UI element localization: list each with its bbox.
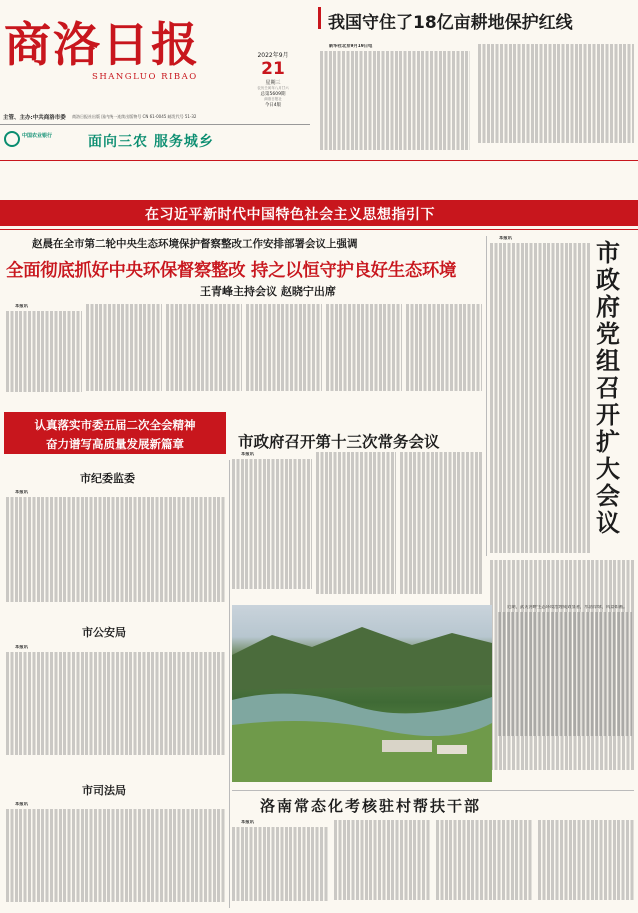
bottom-body-col3 (436, 820, 532, 908)
section-divider (232, 790, 634, 791)
date-block: 2022年9月 21 星期三 农历壬寅年八月廿六 总第5609期 商洛日报社 今日4版 (240, 50, 306, 120)
sidebar-section-1: 市纪委监委 (80, 472, 135, 485)
masthead-pinyin: SHANGLUO RIBAO (92, 72, 198, 82)
masthead-title: 商洛日报 (4, 18, 200, 73)
lead-headline: 全面彻底抓好中央环保督察整改 持之以恒守护良好生态环境 (6, 261, 457, 281)
right-story-body: 本报讯 (490, 236, 590, 556)
date-year: 2022年9月 (257, 52, 289, 59)
bank-logo-icon (4, 131, 20, 147)
sidebar-title (4, 412, 226, 454)
bottom-body-col1: 本报讯 (232, 820, 328, 908)
mid-body-col1: 本报讯 (232, 452, 312, 597)
masthead-info: 商洛日报社出版 国内统一连续出版物号 CN 61-0045 邮发代号 51-32 (72, 114, 197, 119)
sidebar-body-2: 本报讯 (6, 645, 226, 755)
today-pages: 今日4版 (264, 103, 282, 108)
lead-kicker: 赵晨在全市第二轮中央生态环境保护督察整改工作安排部署会议上强调 (32, 238, 358, 250)
column-divider (229, 460, 230, 908)
right-story-headline: 市政府党组召开扩大会议 (596, 239, 620, 537)
sidebar-section-3: 市司法局 (82, 784, 126, 797)
lead-body-col1: 本报讯 (6, 304, 82, 396)
lead-body-col6 (406, 304, 482, 396)
lead-body-col5 (326, 304, 402, 396)
bank-name: 中国农业银行 (22, 133, 53, 139)
mid-body-col3 (400, 452, 482, 597)
weekday: 星期三 (265, 80, 281, 86)
masthead-sponsor: 主管、主办:中共商洛市委 (3, 115, 66, 121)
banner (0, 200, 638, 226)
lead-body-col3 (166, 304, 242, 396)
photo-caption: 近期，武关河畔生态环境治理成效显著，水清岸绿、风景如画。 (507, 605, 628, 610)
masthead-rule (0, 124, 310, 125)
banner-top-rule (0, 160, 638, 161)
top-story-col1 (320, 44, 470, 152)
bottom-body-col2 (334, 820, 430, 908)
mid-headline: 市政府召开第十三次常务会议 (238, 433, 440, 451)
column-divider (486, 236, 487, 556)
banner-bottom-rule (0, 229, 638, 230)
lead-body-col2 (86, 304, 162, 396)
sidebar-title-line1: 认真落实市委五届二次全会精神 (34, 418, 196, 432)
date-day: 21 (261, 59, 285, 79)
sidebar-section-2: 市公安局 (82, 626, 126, 639)
ad-slogan: 面向三农 服务城乡 (88, 134, 214, 150)
landscape-photo (232, 605, 492, 782)
bottom-headline: 洛南常态化考核驻村帮扶干部 (260, 797, 482, 815)
bottom-body-col4 (538, 820, 634, 908)
xinhua-dateline: 新华社北京9月19日电 (329, 44, 373, 49)
top-story-col2 (478, 44, 634, 152)
photo-caption-box (498, 605, 632, 777)
mid-body-col2 (316, 452, 396, 597)
sidebar-title-line2: 奋力谱写高质量发展新篇章 (46, 437, 184, 451)
issue-number: 总第5609期 (260, 92, 286, 97)
top-headline: 我国守住了18亿亩耕地保护红线 (328, 13, 573, 33)
sidebar-body-3: 本报讯 (6, 802, 226, 907)
landscape-illustration (232, 605, 492, 782)
lead-body-col4 (246, 304, 322, 396)
top-headline-rule (318, 7, 321, 29)
banner-text: 在习近平新时代中国特色社会主义思想指引下 (145, 207, 435, 223)
sidebar-body-1: 本报讯 (6, 490, 226, 605)
lead-subhead: 王青峰主持会议 赵晓宁出席 (200, 285, 336, 298)
